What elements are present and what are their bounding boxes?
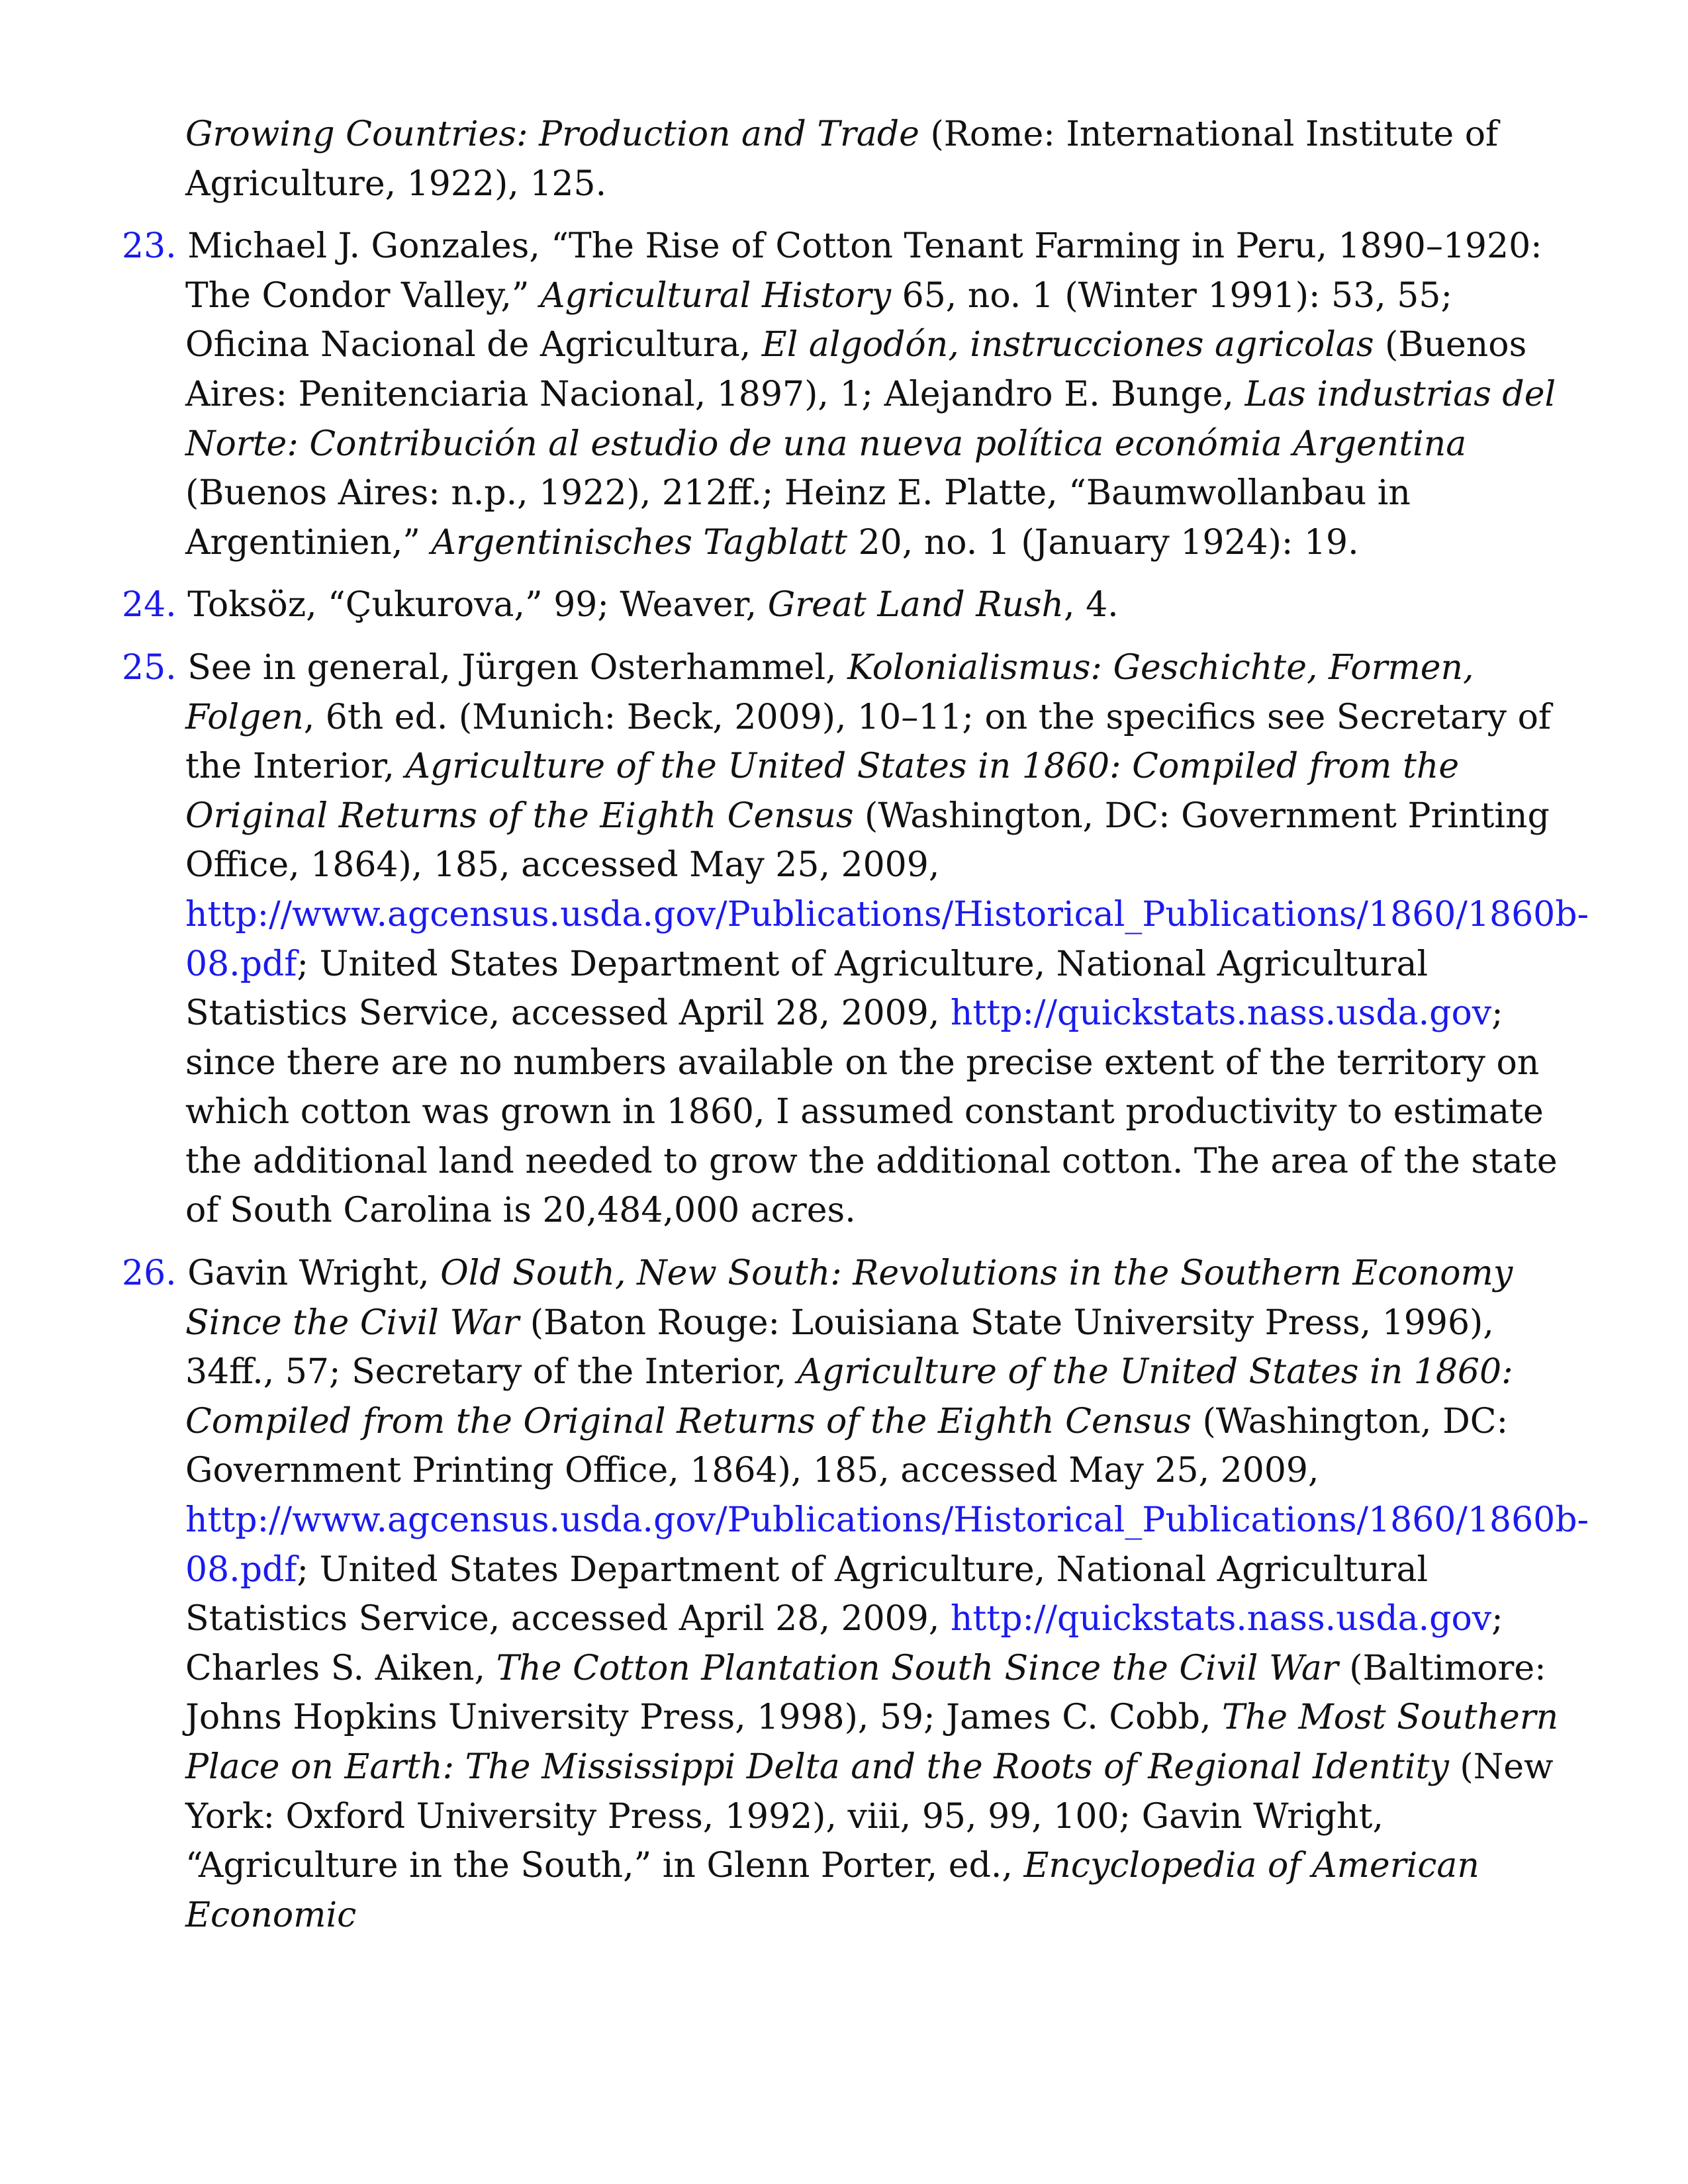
work-title: The Most Southern Place on Earth: The Mississippi Delta and the Roots of Regional Identity <box>185 1698 1559 1787</box>
endnote-number-link[interactable]: 26. <box>122 1253 177 1294</box>
endnote-23 <box>122 222 1565 567</box>
work-title: Agricultural History <box>539 275 892 316</box>
work-title: Encyclopedia of American Economic <box>185 1846 1479 1935</box>
work-title: Argentinisches Tagblatt <box>431 522 848 563</box>
citation-text: (Washington, DC: Government Printing Office, 1864), 185, accessed May 25, 2009, <box>185 1401 1509 1491</box>
citation-text: ; since there are no numbers available on the precise extent of the territory on which cotton was grown in 1860, I assumed constant productivity to estimate the additional land needed to grow the additional cotton. The area of the state of South Carolina is 20,484,000 acres. <box>185 993 1558 1231</box>
citation-text: (Washington, DC: Government Printing Office, 1864), 185, accessed May 25, 2009, <box>185 796 1550 886</box>
citation-text: (Buenos Aires: n.p., 1922), 212ff.; Heinz E. Platte, “Baumwollanbau in Argentinien,” <box>185 473 1411 563</box>
work-title: Great Land Rush <box>767 585 1064 625</box>
citation-text: 65, no. 1 (Winter 1991): 53, 55; Oficina Nacional de Agricultura, <box>185 275 1452 365</box>
citation-text: ; United States Department of Agriculture, National Agricultural Statistics Service, accessed April 28, 2009, <box>185 1549 1429 1639</box>
work-title: Kolonialismus: Geschichte, Formen, Folgen <box>185 647 1474 737</box>
endnote-25 <box>122 643 1589 1236</box>
citation-url-link[interactable]: http://quickstats.nass.usda.gov <box>950 1599 1492 1639</box>
endnote-number-link[interactable]: 25. <box>122 647 177 688</box>
citation-text: See in general, Jürgen Osterhammel, <box>176 647 848 688</box>
citation-text: 20, no. 1 (January 1924): 19. <box>847 522 1359 563</box>
endnote-26 <box>122 1249 1589 1940</box>
citation-text: (Baton Rouge: Louisiana State University Press, 1996), 34ff., 57; Secretary of the Interior, <box>185 1302 1494 1392</box>
endnote-continuation <box>122 110 1565 208</box>
citation-text: Gavin Wright, <box>176 1253 441 1294</box>
endnote-number-link[interactable]: 23. <box>122 226 177 267</box>
work-title: Growing Countries: Production and Trade <box>185 114 919 154</box>
work-title: The Cotton Plantation South Since the Civil War <box>496 1648 1338 1688</box>
endnote-number-link[interactable]: 24. <box>122 585 177 625</box>
citation-text: ; United States Department of Agriculture, National Agricultural Statistics Service, accessed April 28, 2009, <box>185 944 1429 1034</box>
citation-text: (Baltimore: Johns Hopkins University Press, 1998), 59; James C. Cobb, <box>185 1648 1546 1738</box>
work-title: Old South, New South: Revolutions in the Southern Economy Since the Civil War <box>185 1253 1513 1343</box>
citation-url-link[interactable]: http://www.agcensus.usda.gov/Publications/Historical_Publications/1860/1860b-08.pdf <box>185 1500 1589 1590</box>
citation-url-link[interactable]: http://quickstats.nass.usda.gov <box>950 993 1492 1034</box>
citation-text: , 6th ed. (Munich: Beck, 2009), 10–11; on the specifics see Secretary of the Interior, <box>185 697 1552 787</box>
work-title: El algodón, instrucciones agricolas <box>761 325 1374 365</box>
citation-text: (Rome: International Institute of Agriculture, 1922), 125. <box>185 114 1499 204</box>
work-title: Agriculture of the United States in 1860: Compiled from the Original Returns of the Eighth Census <box>185 747 1460 836</box>
citation-text: (Buenos Aires: Penitenciaria Nacional, 1897), 1; Alejandro E. Bunge, <box>185 325 1527 414</box>
work-title: Agriculture of the United States in 1860: Compiled from the Original Returns of the Eighth Census <box>185 1352 1513 1441</box>
citation-text: ; Charles S. Aiken, <box>185 1599 1503 1688</box>
endnotes-page <box>122 110 1589 1953</box>
citation-url-link[interactable]: http://www.agcensus.usda.gov/Publications/Historical_Publications/1860/1860b-08.pdf <box>185 894 1589 984</box>
endnote-24 <box>122 580 1565 630</box>
citation-text: Toksöz, “Çukurova,” 99; Weaver, <box>176 585 768 625</box>
work-title: Las industrias del Norte: Contribución al estudio de una nueva política económia Argentina <box>185 374 1556 464</box>
citation-text: (New York: Oxford University Press, 1992), viii, 95, 99, 100; Gavin Wright, “Agriculture in the South,” in Glenn Porter, ed., <box>185 1747 1554 1886</box>
citation-text: , 4. <box>1064 585 1119 625</box>
citation-text: Michael J. Gonzales, “The Rise of Cotton Tenant Farming in Peru, 1890–1920: The Condor Valley,” <box>176 226 1542 316</box>
